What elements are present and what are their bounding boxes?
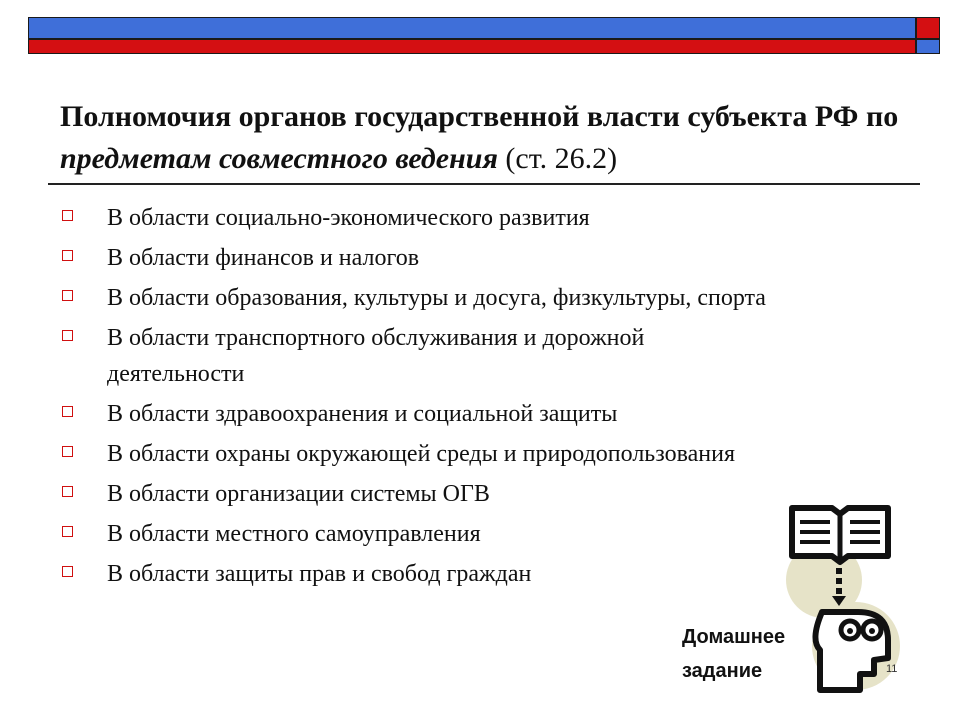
homework-line-1: Домашнее bbox=[682, 626, 786, 648]
header-bar-red bbox=[28, 39, 916, 54]
slide-title bbox=[60, 96, 920, 180]
list-item-text: В области охраны окружающей среды и природопользования bbox=[107, 441, 735, 467]
bullet-square-icon bbox=[62, 486, 73, 497]
title-article-ref: (ст. 26.2) bbox=[497, 142, 618, 175]
list-item-text: В области образования, культуры и досуга, физкультуры, спорта bbox=[107, 285, 766, 311]
header-square-blue bbox=[916, 39, 940, 54]
header-square-red bbox=[916, 17, 940, 39]
list-item-text: В области местного самоуправления bbox=[107, 521, 481, 547]
bullet-square-icon bbox=[62, 210, 73, 221]
bullet-square-icon bbox=[62, 566, 73, 577]
homework-line-2: задание bbox=[682, 660, 763, 682]
list-item-text: В области организации системы ОГВ bbox=[107, 481, 490, 507]
page-number: 11 bbox=[886, 663, 898, 675]
list-item bbox=[62, 200, 932, 236]
list-item-text: В области социально-экономического развития bbox=[107, 205, 590, 231]
list-item bbox=[62, 320, 932, 392]
title-emphasis: предметам совместного ведения bbox=[60, 142, 498, 175]
bullet-square-icon bbox=[62, 406, 73, 417]
title-text: Полномочия органов государственной власти субъекта РФ по bbox=[60, 100, 899, 133]
list-item bbox=[62, 280, 932, 316]
list-item-text: В области здравоохранения и социальной защиты bbox=[107, 401, 618, 427]
list-item-text: В области защиты прав и свобод граждан bbox=[107, 561, 532, 587]
title-divider bbox=[48, 183, 920, 185]
bullet-square-icon bbox=[62, 446, 73, 457]
bullet-square-icon bbox=[62, 330, 73, 341]
bullet-square-icon bbox=[62, 250, 73, 261]
bullet-square-icon bbox=[62, 290, 73, 301]
homework-label[interactable] bbox=[682, 620, 785, 688]
list-item bbox=[62, 396, 932, 432]
list-item bbox=[62, 240, 932, 276]
list-item-text: В области финансов и налогов bbox=[107, 245, 420, 271]
list-item-text: В области транспортного обслуживания и дорожной деятельности bbox=[107, 325, 645, 387]
list-item bbox=[62, 436, 932, 472]
bullet-square-icon bbox=[62, 526, 73, 537]
header-bar-blue bbox=[28, 17, 916, 39]
